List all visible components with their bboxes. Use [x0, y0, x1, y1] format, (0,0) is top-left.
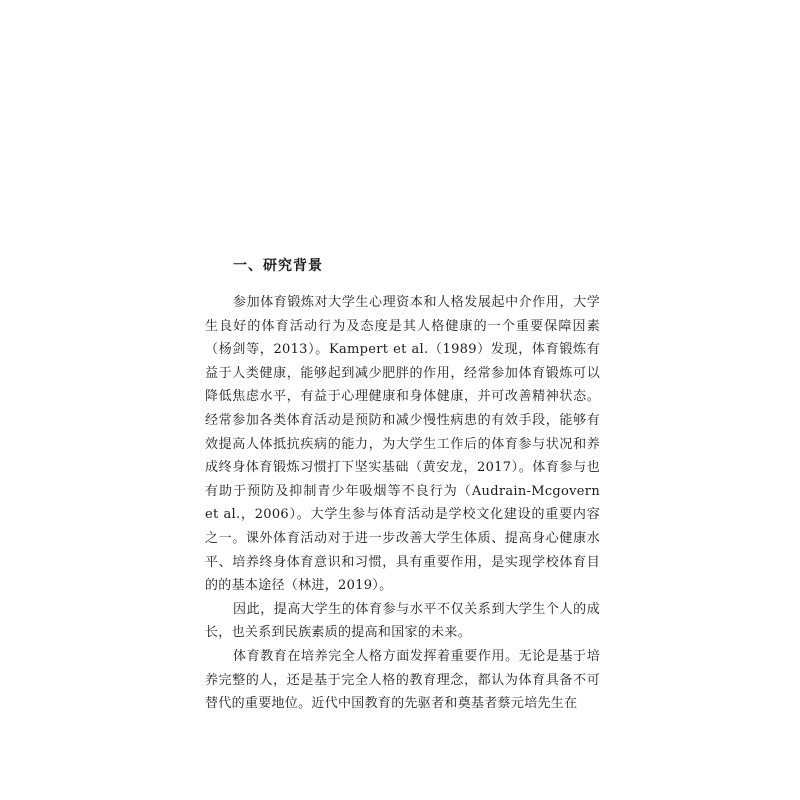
- paragraph-3: 体育教育在培养完全人格方面发挥着重要作用。无论是基于培养完整的人，还是基于完全人格的教育理念，都认为体育具备不可替代的重要地位。近代中国教育的先驱者和奠基者蔡元培先生在: [205, 648, 600, 712]
- paragraph-1: 参加体育锻炼对大学生心理资本和人格发展起中介作用，大学生良好的体育活动行为及态度是其人格健康的一个重要保障因素（杨剑等，2013）。Kampert et al.（1989）发现，体育锻炼有益于人类健康，能够起到减少肥胖的作用，经常参加体育锻炼可以降低焦虑水平，有益于心理健康和身体健康，并可改善精神状态。经常参加各类体育活动是预防和减少慢性病患的有效手段，能够有效提高人体抵抗疾病的能力，为大学生工作后的体育参与状况和养成终身体育锻炼习惯打下坚实基础（黄安龙，2017）。体育参与也有助于预防及抑制青少年吸烟等不良行为（Audrain-Mcgovern et al.，2006）。大学生参与体育活动是学校文化建设的重要内容之一。课外体育活动对于进一步改善大学生体质、提高身心健康水平、培养终身体育意识和习惯，具有重要作用，是实现学校体育目的的基本途径（林进，2019）。: [205, 295, 600, 594]
- body-text-block: [205, 255, 600, 716]
- section-heading: 一、研究背景: [233, 258, 323, 274]
- paragraph-2: 因此，提高大学生的体育参与水平不仅关系到大学生个人的成长，也关系到民族素质的提高和国家的未来。: [205, 601, 600, 641]
